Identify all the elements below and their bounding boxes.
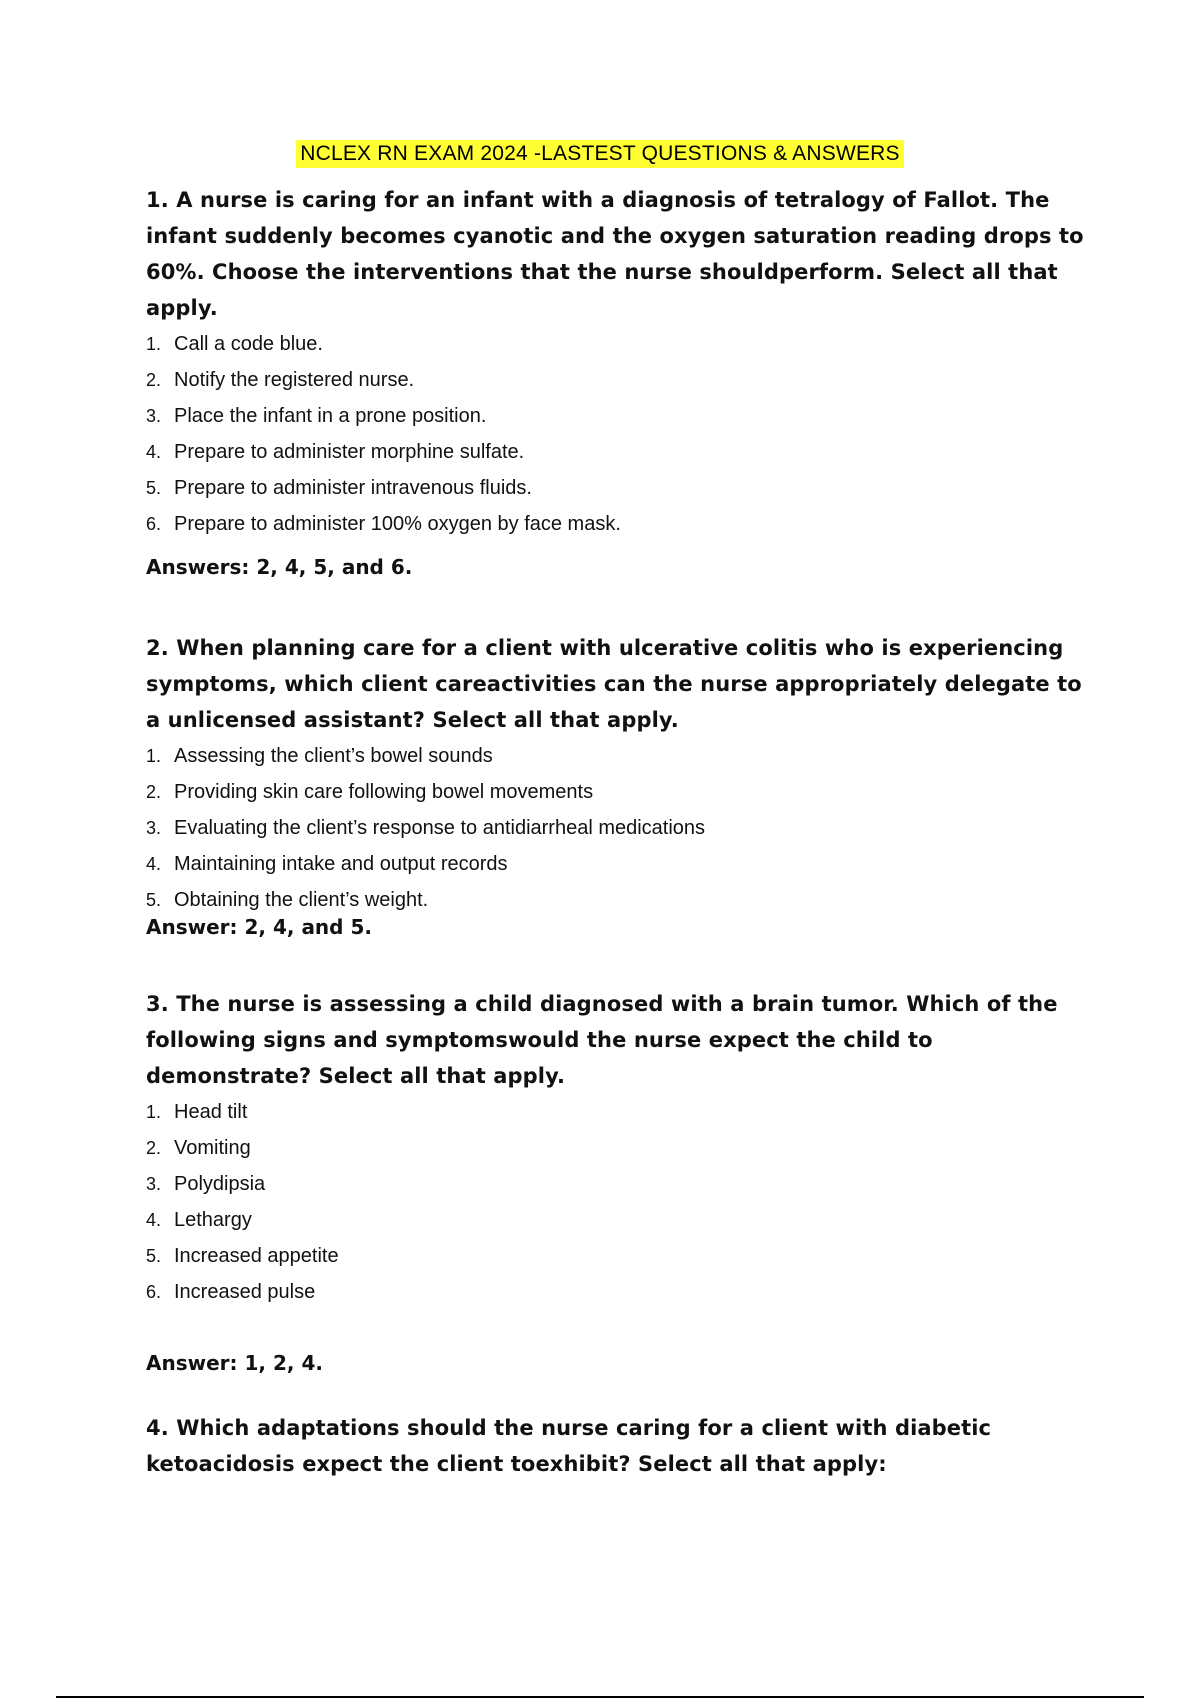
option-number: 2.: [146, 1138, 162, 1158]
option-list: [146, 326, 1096, 542]
page-title: NCLEX RN EXAM 2024 -LASTEST QUESTIONS & ANSWERS: [296, 140, 904, 168]
option-item: [146, 810, 1096, 846]
option-number: 5.: [146, 890, 162, 910]
option-text: Maintaining intake and output records: [174, 853, 508, 875]
option-number: 4.: [146, 442, 162, 462]
bottom-divider: [56, 1696, 1144, 1698]
option-text: Evaluating the client’s response to antidiarrheal medications: [174, 817, 706, 839]
option-item: [146, 470, 1096, 506]
option-number: 2.: [146, 370, 162, 390]
option-number: 4.: [146, 854, 162, 874]
option-text: Increased pulse: [174, 1281, 316, 1303]
option-item: [146, 1166, 1096, 1202]
option-number: 1.: [146, 746, 162, 766]
question-1: [146, 182, 1096, 582]
option-item: [146, 362, 1096, 398]
option-text: Increased appetite: [174, 1245, 339, 1267]
option-item: [146, 506, 1096, 542]
answer-text: Answer: 2, 4, and 5.: [146, 915, 372, 939]
option-number: 6.: [146, 514, 162, 534]
question-prompt: 1. A nurse is caring for an infant with a diagnosis of tetralogy of Fallot. The infant suddenly becomes cyanotic and the oxygen saturation reading drops to 60%. Choose the interventions that the nurse shouldperform. Select all that apply.: [146, 188, 1084, 320]
option-number: 3.: [146, 1174, 162, 1194]
option-number: 3.: [146, 406, 162, 426]
question-4: [146, 1410, 1096, 1482]
option-list: [146, 1094, 1096, 1310]
question-prompt: 4. Which adaptations should the nurse caring for a client with diabetic ketoacidosis expect the client toexhibit? Select all that apply:: [146, 1416, 992, 1476]
option-number: 3.: [146, 818, 162, 838]
option-item: [146, 1202, 1096, 1238]
option-text: Lethargy: [174, 1209, 252, 1231]
option-number: 5.: [146, 1246, 162, 1266]
option-number: 2.: [146, 782, 162, 802]
option-item: [146, 434, 1096, 470]
option-text: Prepare to administer morphine sulfate.: [174, 441, 525, 463]
title-wrap: [0, 140, 1200, 168]
option-number: 5.: [146, 478, 162, 498]
option-text: Prepare to administer intravenous fluids.: [174, 477, 532, 499]
option-item: [146, 398, 1096, 434]
option-text: Providing skin care following bowel movements: [174, 781, 594, 803]
option-item: [146, 1274, 1096, 1310]
option-item: [146, 326, 1096, 362]
option-text: Notify the registered nurse.: [174, 369, 415, 391]
option-number: 6.: [146, 1282, 162, 1302]
option-item: [146, 738, 1096, 774]
option-item: [146, 774, 1096, 810]
option-text: Polydipsia: [174, 1173, 266, 1195]
option-item: [146, 1130, 1096, 1166]
option-text: Obtaining the client’s weight.: [174, 889, 429, 911]
question-prompt: 3. The nurse is assessing a child diagnosed with a brain tumor. Which of the following signs and symptomswould the nurse expect the child to demonstrate? Select all that apply.: [146, 992, 1058, 1088]
option-item: [146, 846, 1096, 882]
option-text: Head tilt: [174, 1101, 248, 1123]
option-list: [146, 738, 1096, 918]
option-number: 4.: [146, 1210, 162, 1230]
answer-text: Answers: 2, 4, 5, and 6.: [146, 555, 413, 579]
answer-text: Answer: 1, 2, 4.: [146, 1351, 323, 1375]
question-2: [146, 630, 1096, 942]
option-number: 1.: [146, 334, 162, 354]
option-number: 1.: [146, 1102, 162, 1122]
option-text: Call a code blue.: [174, 333, 323, 355]
question-prompt: 2. When planning care for a client with ulcerative colitis who is experiencing symptoms, which client careactivities can the nurse appropriately delegate to a unlicensed assistant? Select all that apply.: [146, 636, 1082, 732]
option-text: Vomiting: [174, 1137, 251, 1159]
option-item: [146, 1238, 1096, 1274]
option-text: Assessing the client’s bowel sounds: [174, 745, 493, 767]
question-3: [146, 986, 1096, 1378]
option-text: Place the infant in a prone position.: [174, 405, 487, 427]
option-text: Prepare to administer 100% oxygen by face mask.: [174, 513, 621, 535]
option-item: [146, 1094, 1096, 1130]
